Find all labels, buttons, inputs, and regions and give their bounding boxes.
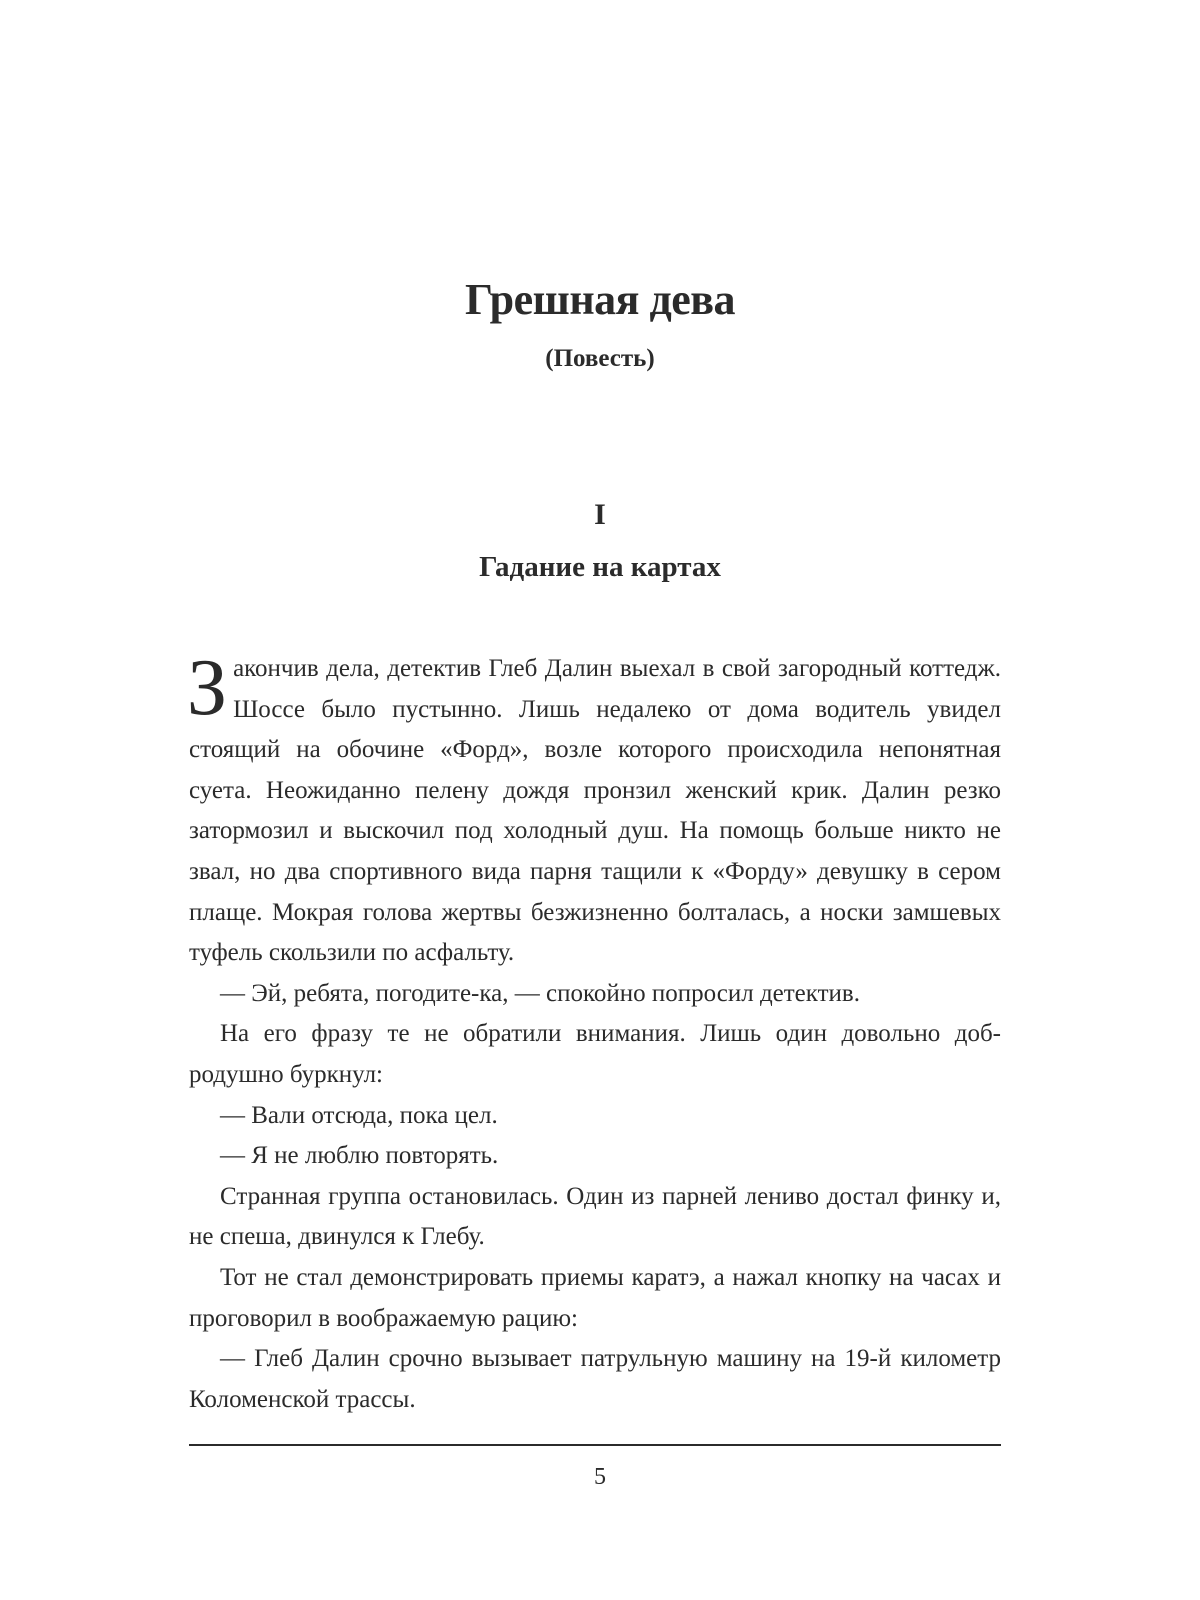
paragraph: Странная группа остановилась. Один из парней лениво достал финку и, не спеша, двинулся к Глебу. xyxy=(189,1182,1001,1251)
paragraph: На его фразу те не обратили внимания. Лишь один довольно добродушно буркнул: xyxy=(189,1020,1001,1088)
chapter-title: Гадание на картах xyxy=(479,551,721,583)
paragraph-text: акончив дела, детектив Глеб Далин выехал в свой загородный коттедж. Шоссе было пустынно. Лишь недалеко от дома водитель увидел стоящий на обочине «Форд», возле которого происходила непонятная суета. Неожиданно пелену дождя пронзил женский крик. Далин резко затормозил и выскочил под холодный душ. На помощь больше никто не звал, но два спортивного вида парня тащили к «Форду» девушку в сером плаще. Мокрая голова жертвы безжизненно болталась, а носки замшевых туфель скользили по асфальту. xyxy=(189,655,1001,967)
chapter-number: I xyxy=(594,498,606,531)
footer-rule xyxy=(189,1444,1001,1446)
book-subtitle: (Повесть) xyxy=(545,345,655,372)
paragraph: — Вали отсюда, пока цел. xyxy=(220,1101,498,1129)
book-title: Грешная дева xyxy=(464,275,736,324)
page-number: 5 xyxy=(594,1464,606,1490)
paragraph: — Эй, ребята, погодите-ка, — спокойно попросил детектив. xyxy=(220,979,860,1007)
paragraph: Тот не стал демонстрировать приемы каратэ, а нажал кнопку на часах и проговорил в воображаемую рацию: xyxy=(189,1263,1001,1332)
paragraph xyxy=(187,644,1001,974)
paragraph: — Я не люблю повторять. xyxy=(220,1142,499,1170)
paragraph: — Глеб Далин срочно вызывает патрульную машину на 19-й километр Коломенской трассы. xyxy=(189,1345,1001,1413)
body-text xyxy=(187,644,1001,1420)
drop-cap: З xyxy=(187,644,228,732)
